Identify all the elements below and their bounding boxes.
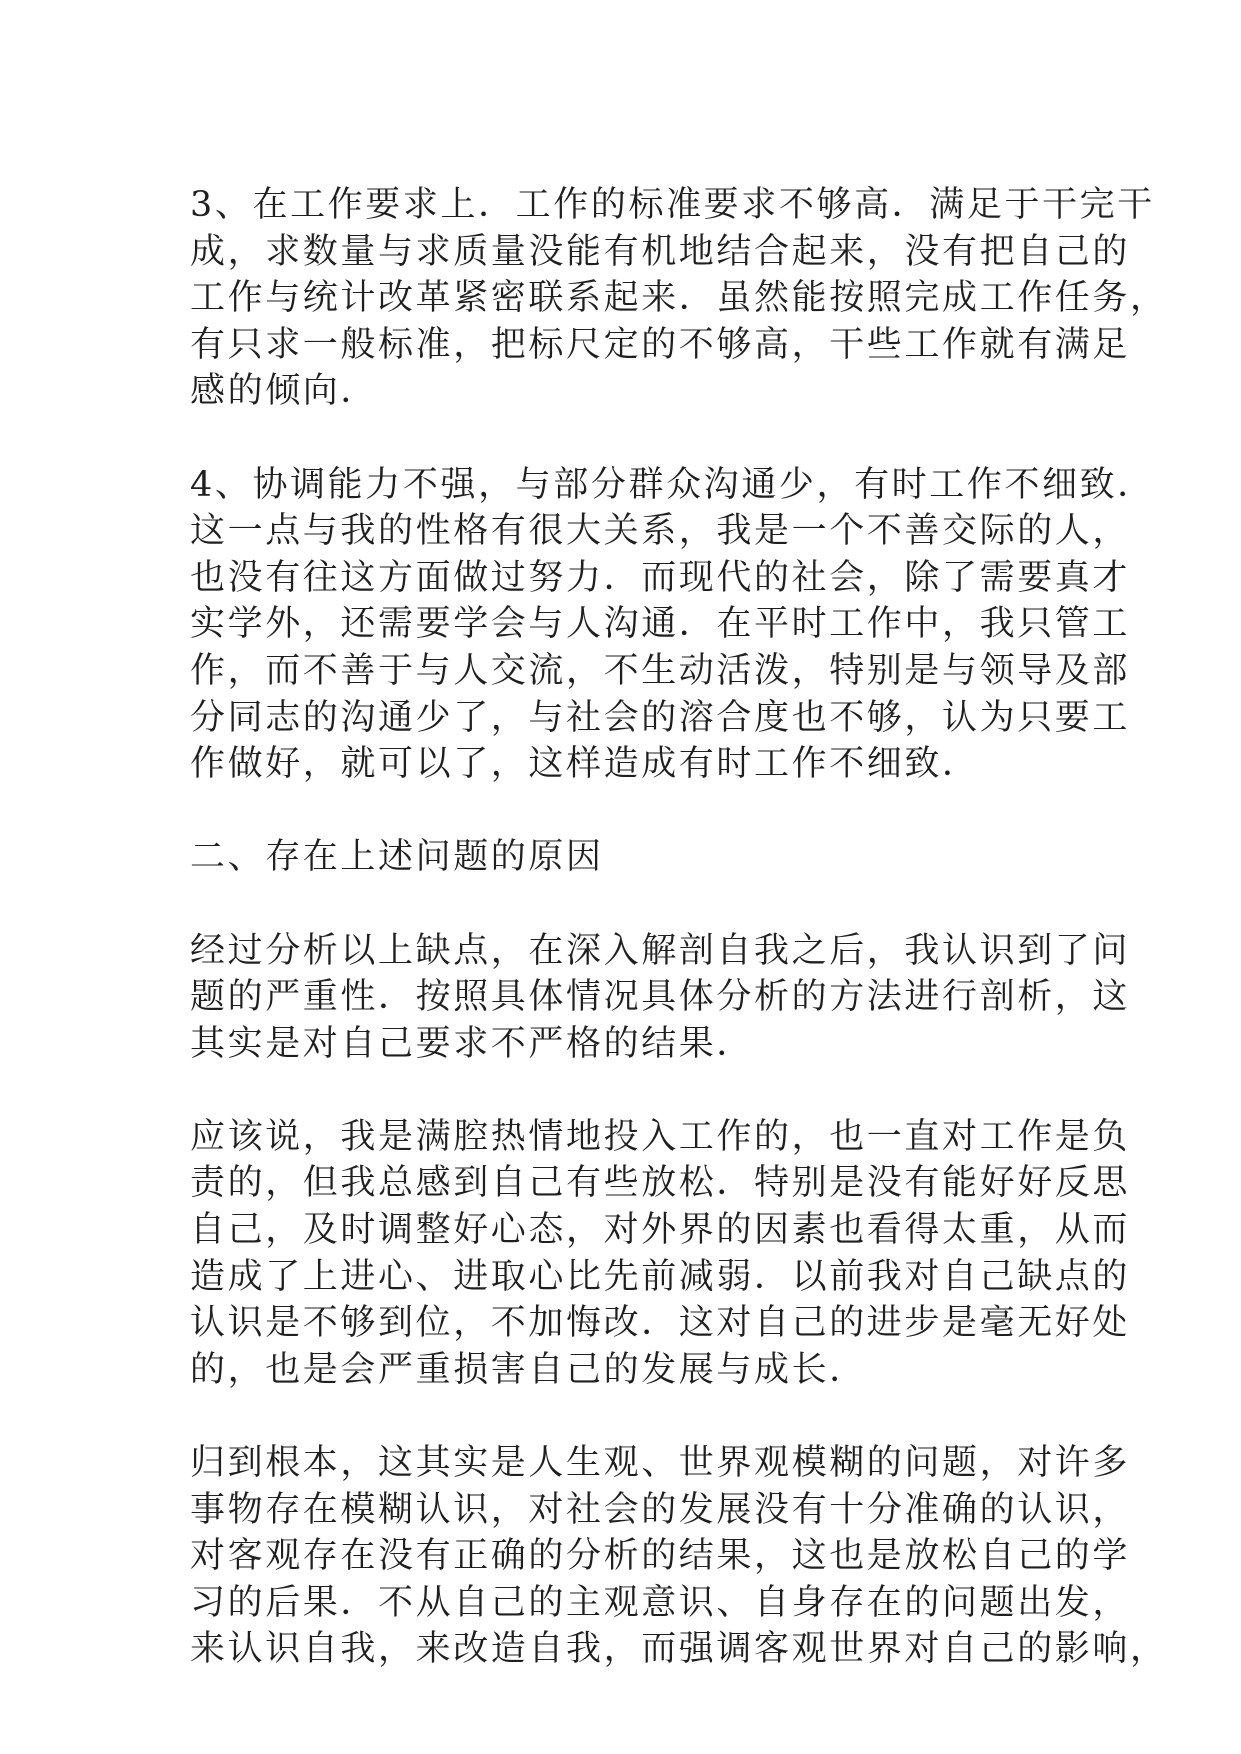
text-line: 事物存在模糊认识，对社会的发展没有十分准确的认识， bbox=[190, 1489, 1131, 1530]
text-line: 其实是对自己要求不严格的结果． bbox=[190, 1023, 755, 1064]
text-line: 3、在工作要求上．工作的标准要求不够高．满足于干完干 bbox=[190, 185, 1155, 225]
text-line: 作，而不善于与人交流，不生动活泼，特别是与领导及部 bbox=[190, 650, 1131, 691]
paragraph-root-cause bbox=[190, 1440, 1168, 1673]
text-line: 成，求数量与求质量没能有机地结合起来，没有把自己的 bbox=[190, 231, 1131, 272]
paragraph-attitude bbox=[190, 1114, 1131, 1394]
text-line: 4、协调能力不强，与部分群众沟通少，有时工作不细致． bbox=[190, 464, 1155, 505]
text-line: 有只求一般标准，把标尺定的不够高，干些工作就有满足 bbox=[190, 324, 1131, 365]
text-line: 自己，及时调整好心态，对外界的因素也看得太重，从而 bbox=[190, 1210, 1131, 1251]
text-line: 分同志的沟通少了，与社会的溶合度也不够，认为只要工 bbox=[190, 697, 1131, 738]
text-line: 实学外，还需要学会与人沟通．在平时工作中，我只管工 bbox=[190, 604, 1131, 645]
section-heading bbox=[190, 834, 1050, 881]
text-line: 的，也是会严重损害自己的发展与成长． bbox=[190, 1349, 867, 1390]
heading-text: 二、存在上述问题的原因 bbox=[190, 837, 604, 878]
text-line: 归到根本，这其实是人生观、世界观模糊的问题，对许多 bbox=[190, 1443, 1131, 1484]
text-line: 习的后果．不从自己的主观意识、自身存在的问题出发， bbox=[190, 1582, 1131, 1623]
text-line: 认识是不够到位，不加悔改．这对自己的进步是毫无好处 bbox=[190, 1303, 1131, 1344]
text-line: 造成了上进心、进取心比先前减弱．以前我对自己缺点的 bbox=[190, 1256, 1131, 1297]
text-line: 题的严重性．按照具体情况具体分析的方法进行剖析，这 bbox=[190, 977, 1131, 1018]
text-line: 应该说，我是满腔热情地投入工作的，也一直对工作是负 bbox=[190, 1116, 1131, 1157]
text-line: 来认识自我，来改造自我，而强调客观世界对自己的影响， bbox=[190, 1629, 1168, 1670]
paragraph-work-requirements bbox=[190, 182, 1168, 415]
text-line: 这一点与我的性格有很大关系，我是一个不善交际的人， bbox=[190, 511, 1131, 552]
text-line: 责的，但我总感到自己有些放松．特别是没有能好好反思 bbox=[190, 1163, 1131, 1204]
text-line: 工作与统计改革紧密联系起来．虽然能按照完成工作任务， bbox=[190, 278, 1168, 319]
document-body bbox=[190, 182, 1168, 1720]
text-line: 也没有往这方面做过努力．而现代的社会，除了需要真才 bbox=[190, 557, 1131, 598]
paragraph-coordination bbox=[190, 462, 1155, 788]
text-line: 作做好，就可以了，这样造成有时工作不细致． bbox=[190, 744, 980, 785]
paragraph-analysis bbox=[190, 928, 1131, 1068]
text-line: 对客观存在没有正确的分析的结果，这也是放松自己的学 bbox=[190, 1536, 1131, 1577]
text-line: 经过分析以上缺点，在深入解剖自我之后，我认识到了问 bbox=[190, 930, 1131, 971]
text-line: 感的倾向． bbox=[190, 371, 379, 412]
